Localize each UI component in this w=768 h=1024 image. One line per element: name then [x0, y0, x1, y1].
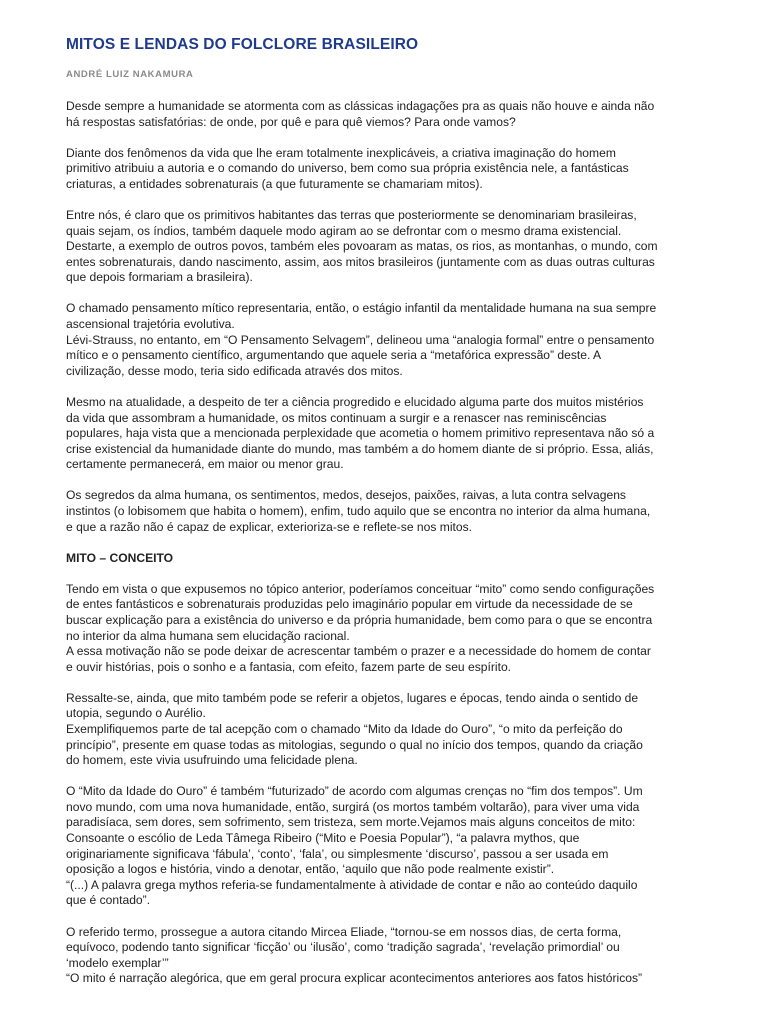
paragraph [66, 146, 706, 193]
paragraph [66, 301, 706, 379]
text-line: da vida que assombram a humanidade, os mitos continuam a surgir e a renascer nas reminiscências [66, 410, 607, 425]
section-heading: MITO – CONCEITO [66, 550, 174, 565]
text-line: criaturas, a entidades sobrenaturais (a que futuramente se chamariam mitos). [66, 176, 483, 191]
text-line: Lévi-Strauss, no entanto, em “O Pensamento Selvagem”, delineou uma “analogia formal” entre o pensamento [66, 332, 655, 347]
text-line: O referido termo, prossegue a autora citando Mircea Eliade, “tornou-se em nossos dias, de certa forma, [66, 924, 622, 939]
text-line: certamente permanecerá, em maior ou menor grau. [66, 457, 344, 472]
text-line: O “Mito da Idade do Ouro” é também “futurizado” de acordo com algumas crenças no “fim dos tempos”. Um [66, 784, 643, 799]
text-line: Diante dos fenômenos da vida que lhe eram totalmente inexplicáveis, a criativa imaginação do homem [66, 145, 616, 160]
text-line: equívoco, podendo tanto significar ‘ficção’ ou ‘ilusão’, como ‘tradição sagrada’, ‘revelação primordial’ ou [66, 940, 620, 955]
paragraph [66, 208, 706, 286]
text-line: “(...) A palavra grega mythos referia-se fundamentalmente à atividade de contar e não ao conteúdo daquilo [66, 877, 638, 892]
text-line: oposição a logos e história, vindo a denotar, então, ‘aquilo que não pode realmente existir”. [66, 862, 555, 877]
text-line: de entes fantásticos e sobrenaturais produzidas pelo imaginário popular em virtude da necessidade de se [66, 597, 633, 612]
text-line: paradisíaca, sem dores, sem sofrimento, sem tristeza, sem morte.Vejamos mais alguns conceitos de mito: [66, 815, 636, 830]
document-page [66, 36, 706, 1002]
text-line: quais sejam, os índios, também daquele modo agiram ao se defrontar com o mesmo drama existencial. [66, 223, 622, 238]
text-line: princípio”, presente em quase todas as mitologias, segundo o qual no início dos tempos, quando da criação [66, 737, 643, 752]
text-line: Desde sempre a humanidade se atormenta com as clássicas indagações pra as quais não houve e ainda não [66, 99, 655, 113]
paragraph [66, 99, 706, 130]
paragraph [66, 925, 706, 987]
text-line: Exemplifiquemos parte de tal acepção com o chamado “Mito da Idade do Ouro”, “o mito da perfeição do [66, 722, 623, 736]
author-name: ANDRÉ LUIZ NAKAMURA [66, 69, 194, 80]
text-line: que depois formariam a brasileira). [66, 270, 253, 285]
text-line: primitivo atribuiu a autoria e o comando do universo, bem como sua própria existência nele, a fantásticas [66, 161, 629, 176]
text-line: entes sobrenaturais, dando nascimento, assim, aos mitos brasileiros (juntamente com as duas outras culturas [66, 254, 655, 269]
text-line: “O mito é narração alegórica, que em geral procura explicar acontecimentos anteriores aos fatos históricos” [66, 971, 643, 986]
text-line: Destarte, a exemplo de outros povos, também eles povoaram as matas, os rios, as montanhas, o mundo, com [66, 239, 658, 254]
text-line: do homem, este vivia usufruindo uma felicidade plena. [66, 753, 358, 768]
text-line: e ouvir histórias, pois o sonho e a fantasia, com efeito, fazem parte de seu espírito. [66, 659, 512, 674]
text-line: O chamado pensamento mítico representaria, então, o estágio infantil da mentalidade humana na sua sempre [66, 301, 657, 316]
text-line: ‘modelo exemplar’” [66, 955, 169, 970]
text-line: instintos (o lobisomem que habita o homem), enfim, tudo aquilo que se encontra no interior da alma humana, [66, 503, 651, 518]
text-line: Entre nós, é claro que os primitivos habitantes das terras que posteriormente se denominariam brasileiras, [66, 207, 637, 222]
text-line: Ressalte-se, ainda, que mito também pode se referir a objetos, lugares e épocas, tendo ainda o sentido de [66, 690, 639, 705]
text-line: utopia, segundo o Aurélio. [66, 706, 206, 721]
text-line: Consoante o escólio de Leda Tâmega Ribeiro (“Mito e Poesia Popular”), “a palavra mythos, que [66, 831, 580, 846]
text-line: Tendo em vista o que expusemos no tópico anterior, poderíamos conceituar “mito” como sendo configurações [66, 581, 655, 596]
paragraph [66, 582, 706, 676]
text-line: civilização, desse modo, teria sido edificada através dos mitos. [66, 363, 403, 378]
text-line: que é contado”. [66, 893, 151, 908]
paragraph [66, 784, 706, 909]
text-line: Mesmo na atualidade, a despeito de ter a ciência progredido e elucidado alguma parte dos muitos mistérios [66, 394, 644, 409]
paragraph [66, 691, 706, 769]
paragraph [66, 488, 706, 535]
document-body [66, 99, 706, 987]
text-line: buscar explicação para a existência do universo e da própria humanidade, bem como para o que se encontra [66, 612, 653, 627]
text-line: ascensional trajetória evolutiva. [66, 317, 235, 332]
text-line: mítico e o pensamento científico, argumentando que aquele seria a “metafórica expressão” deste. A [66, 348, 602, 363]
text-line: crise existencial da humanidade diante do mundo, mas também a do homem diante de si próprio. Essa, aliás, [66, 441, 654, 456]
text-line: há respostas satisfatórias: de onde, por quê e para quê viemos? Para onde vamos? [66, 114, 516, 129]
text-line: A essa motivação não se pode deixar de acrescentar também o prazer e a necessidade do homem de contar [66, 644, 651, 659]
text-line: originariamente significava ‘fábula’, ‘conto’, ‘fala’, ou simplesmente ‘discurso’, passou a ser usada em [66, 846, 609, 861]
text-line: populares, haja vista que a mencionada perplexidade que acometia o homem primitivo representava não só a [66, 426, 655, 441]
paragraph [66, 395, 706, 473]
text-line: e que a razão não é capaz de explicar, exterioriza-se e reflete-se nos mitos. [66, 519, 473, 534]
text-line: novo mundo, com uma nova humanidade, então, surgirá (os mortos também voltarão), para viver uma vida [66, 799, 640, 814]
document-title: MITOS E LENDAS DO FOLCLORE BRASILEIRO [66, 36, 419, 53]
text-line: Os segredos da alma humana, os sentimentos, medos, desejos, paixões, raivas, a luta contra selvagens [66, 488, 626, 503]
text-line: no interior da alma humana sem elucidação racional. [66, 628, 350, 643]
